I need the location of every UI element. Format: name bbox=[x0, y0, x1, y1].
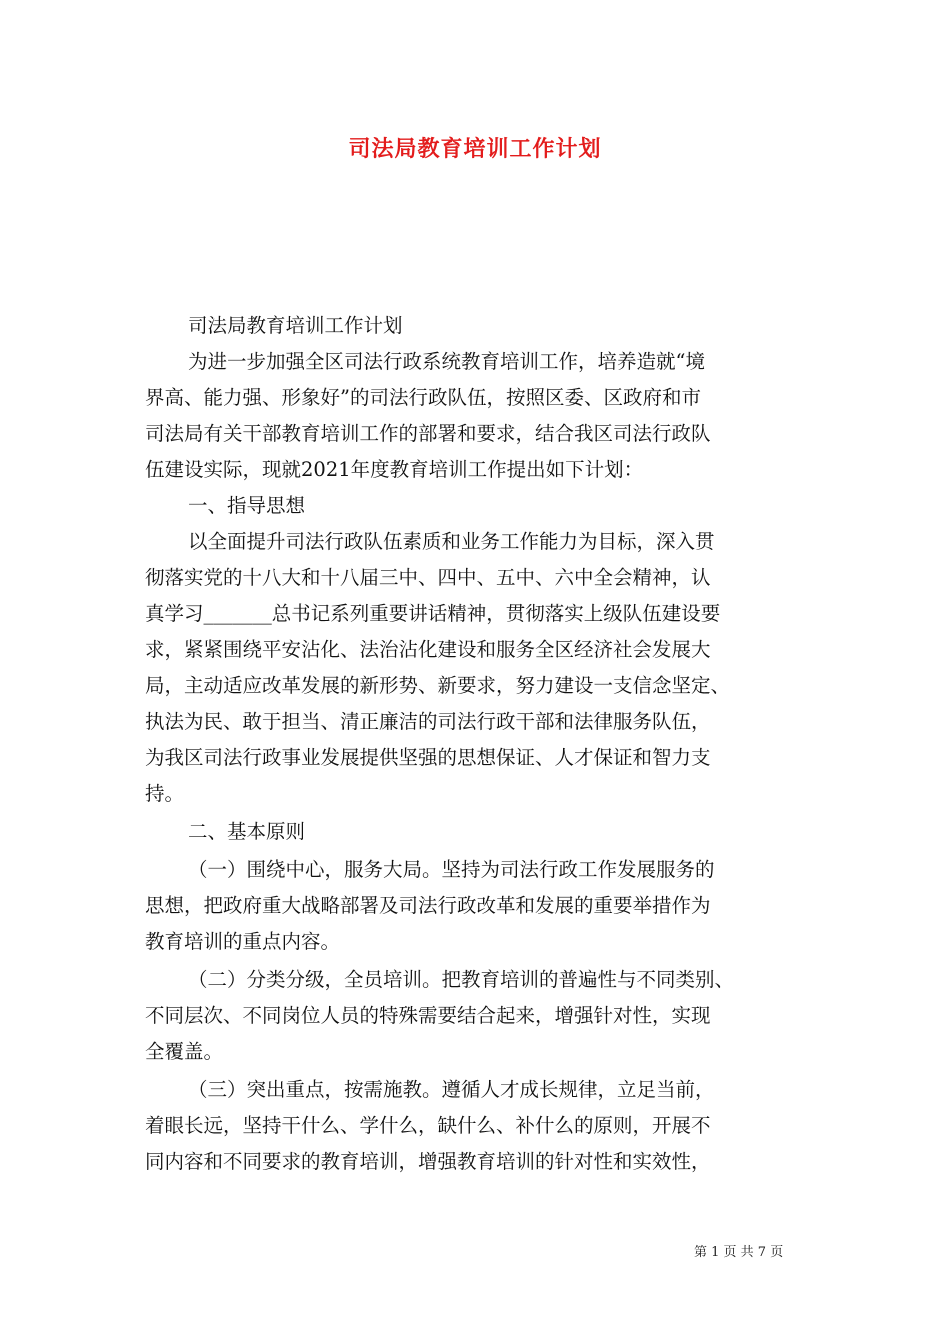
paragraph-principle-1-line: （一）围绕中心，服务大局。坚持为司法行政工作发展服务的 bbox=[188, 858, 715, 881]
paragraph-principle-1-line: 思想，把政府重大战略部署及司法行政改革和发展的重要举措作为 bbox=[145, 894, 711, 917]
paragraph-intro-line: 司法局有关干部教育培训工作的部署和要求，结合我区司法行政队 bbox=[145, 422, 711, 445]
section-heading-basic-principles: 二、基本原则 bbox=[188, 820, 306, 843]
document-body bbox=[145, 308, 807, 1180]
paragraph-guiding-line: 以全面提升司法行政队伍素质和业务工作能力为目标，深入贯 bbox=[188, 530, 715, 553]
heading-doc-title: 司法局教育培训工作计划 bbox=[188, 314, 403, 337]
page-number: 第 1 页 共 7 页 bbox=[694, 1245, 784, 1260]
paragraph-guiding-line: 持。 bbox=[145, 782, 185, 805]
paragraph-guiding-line: 执法为民、敢于担当、清正廉洁的司法行政干部和法律服务队伍， bbox=[145, 710, 711, 733]
paragraph-principle-3-line: （三）突出重点，按需施教。遵循人才成长规律，立足当前， bbox=[188, 1078, 715, 1101]
paragraph-guiding-line: 局，主动适应改革发展的新形势、新要求，努力建设一支信念坚定、 bbox=[145, 674, 731, 697]
paragraph-intro-line: 为进一步加强全区司法行政系统教育培训工作，培养造就“境 bbox=[188, 350, 705, 373]
paragraph-principle-2-line: 不同层次、不同岗位人员的特殊需要结合起来，增强针对性，实现 bbox=[145, 1004, 711, 1027]
page-title: 司法局教育培训工作计划 bbox=[348, 136, 602, 162]
paragraph-principle-3-line: 着眼长远，坚持干什么、学什么，缺什么、补什么的原则，开展不 bbox=[145, 1114, 711, 1137]
paragraph-intro-line: 界高、能力强、形象好”的司法行政队伍，按照区委、区政府和市 bbox=[145, 386, 701, 409]
paragraph-guiding-line: 为我区司法行政事业发展提供坚强的思想保证、人才保证和智力支 bbox=[145, 746, 711, 769]
paragraph-principle-1-line: 教育培训的重点内容。 bbox=[145, 930, 341, 953]
section-heading-guiding-thought: 一、指导思想 bbox=[188, 494, 306, 517]
paragraph-guiding-line: 求，紧紧围绕平安沾化、法治沾化建设和服务全区经济社会发展大 bbox=[145, 638, 711, 661]
paragraph-principle-2-line: （二）分类分级，全员培训。把教育培训的普遍性与不同类别、 bbox=[188, 968, 735, 991]
paragraph-principle-2-line: 全覆盖。 bbox=[145, 1040, 224, 1063]
paragraph-guiding-line: 彻落实党的十八大和十八届三中、四中、五中、六中全会精神，认 bbox=[145, 566, 711, 589]
paragraph-intro-line: 伍建设实际，现就2021年度教育培训工作提出如下计划： bbox=[145, 458, 644, 481]
paragraph-principle-3-line: 同内容和不同要求的教育培训，增强教育培训的针对性和实效性， bbox=[145, 1150, 711, 1173]
paragraph-guiding-line: 真学习_______总书记系列重要讲话精神，贯彻落实上级队伍建设要 bbox=[145, 602, 721, 625]
